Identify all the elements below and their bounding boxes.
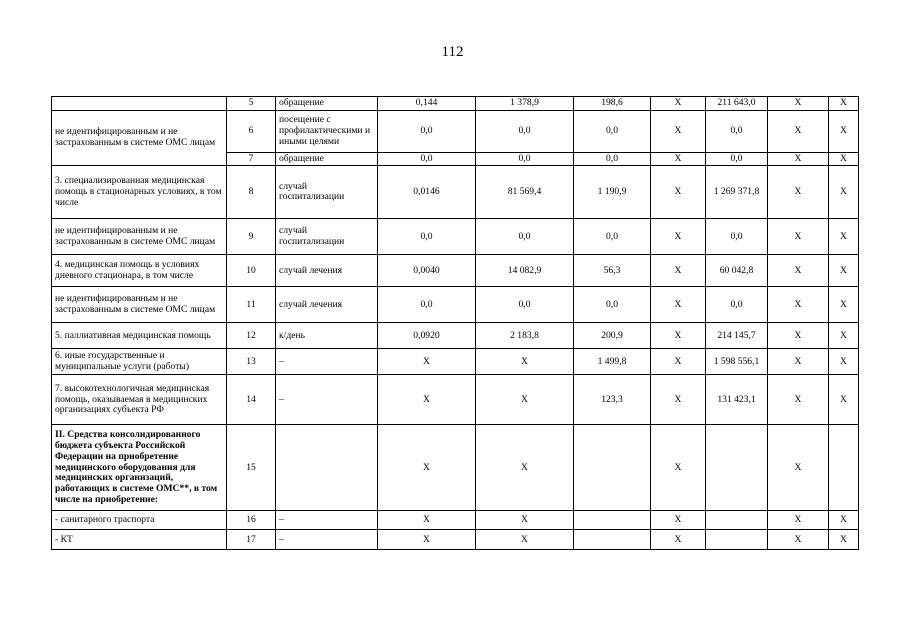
value-cell: 0,0: [476, 287, 574, 323]
table-row: [52, 425, 859, 511]
value-cell: [706, 530, 768, 550]
value-cell: 60 042,8: [706, 255, 768, 287]
value-cell: 214 145,7: [706, 323, 768, 349]
value-cell: 0,0: [378, 287, 476, 323]
value-cell: 0,144: [378, 97, 476, 111]
row-number-cell: 8: [227, 166, 276, 219]
value-cell: 1 190,9: [574, 166, 651, 219]
value-cell: X: [476, 425, 574, 511]
value-cell: X: [768, 375, 829, 425]
value-cell: X: [768, 255, 829, 287]
value-cell: X: [829, 349, 859, 375]
value-cell: X: [378, 425, 476, 511]
row-number-cell: 13: [227, 349, 276, 375]
value-cell: X: [768, 152, 829, 166]
unit-cell: –: [276, 530, 378, 550]
row-name-cell: 5. паллиативная медицинская помощь: [52, 323, 227, 349]
value-cell: X: [829, 219, 859, 255]
value-cell: [706, 511, 768, 530]
row-name-cell: - КТ: [52, 530, 227, 550]
value-cell: X: [829, 511, 859, 530]
value-cell: 0,0040: [378, 255, 476, 287]
value-cell: [574, 511, 651, 530]
value-cell: 211 643,0: [706, 97, 768, 111]
value-cell: X: [768, 511, 829, 530]
row-name-cell: - санитарного траспорта: [52, 511, 227, 530]
table-row: [52, 255, 859, 287]
value-cell: X: [476, 349, 574, 375]
value-cell: X: [378, 530, 476, 550]
value-cell: X: [651, 152, 706, 166]
value-cell: 0,0920: [378, 323, 476, 349]
page-number: 112: [441, 44, 464, 60]
row-number-cell: 9: [227, 219, 276, 255]
value-cell: X: [476, 511, 574, 530]
value-cell: 2 183,8: [476, 323, 574, 349]
table-row: [52, 375, 859, 425]
value-cell: 0,0: [706, 287, 768, 323]
value-cell: 123,3: [574, 375, 651, 425]
unit-cell: обращение: [276, 152, 378, 166]
row-name-cell: 3. специализированная медицинская помощь в стационарных условиях, в том числе: [52, 166, 227, 219]
value-cell: X: [829, 287, 859, 323]
value-cell: 0,0: [378, 219, 476, 255]
value-cell: X: [651, 323, 706, 349]
value-cell: X: [651, 219, 706, 255]
unit-cell: –: [276, 511, 378, 530]
value-cell: X: [768, 323, 829, 349]
row-name-cell: не идентифицированным и не застрахованным в системе ОМС лицам: [52, 110, 227, 166]
unit-cell: случай госпитализации: [276, 219, 378, 255]
value-cell: 81 569,4: [476, 166, 574, 219]
table-row: [52, 219, 859, 255]
value-cell: 198,6: [574, 97, 651, 111]
value-cell: 0,0146: [378, 166, 476, 219]
value-cell: X: [378, 375, 476, 425]
table-row: [52, 97, 859, 111]
value-cell: X: [651, 511, 706, 530]
row-name-cell: 4. медицинская помощь в условиях дневного стационара, в том числе: [52, 255, 227, 287]
table-row: [52, 349, 859, 375]
value-cell: 14 082,9: [476, 255, 574, 287]
value-cell: X: [829, 110, 859, 152]
value-cell: 0,0: [574, 110, 651, 152]
value-cell: 0,0: [574, 152, 651, 166]
row-number-cell: 14: [227, 375, 276, 425]
value-cell: 0,0: [476, 219, 574, 255]
table-row: [52, 287, 859, 323]
row-name-cell: 6. иные государственные и муниципальные услуги (работы): [52, 349, 227, 375]
value-cell: 0,0: [706, 152, 768, 166]
row-number-cell: 10: [227, 255, 276, 287]
value-cell: X: [651, 349, 706, 375]
value-cell: [706, 425, 768, 511]
value-cell: X: [829, 375, 859, 425]
table-row: [52, 166, 859, 219]
table-row: [52, 110, 859, 152]
data-table: [51, 96, 859, 550]
value-cell: 56,3: [574, 255, 651, 287]
value-cell: X: [768, 349, 829, 375]
row-name-cell: [52, 97, 227, 111]
unit-cell: случай госпитализации: [276, 166, 378, 219]
value-cell: X: [476, 530, 574, 550]
row-number-cell: 17: [227, 530, 276, 550]
value-cell: [574, 425, 651, 511]
row-number-cell: 12: [227, 323, 276, 349]
row-number-cell: 15: [227, 425, 276, 511]
value-cell: X: [651, 255, 706, 287]
section-heading-cell: II. Средства консолидированного бюджета субъекта Российской Федерации на приобретение медицинского оборудования для медицинских организаций, работающих в системе ОМС**, в том числе на приобретение:: [52, 425, 227, 511]
row-number-cell: 5: [227, 97, 276, 111]
value-cell: X: [651, 166, 706, 219]
value-cell: [829, 425, 859, 511]
table-row: [52, 511, 859, 530]
value-cell: X: [829, 530, 859, 550]
unit-cell: случай лечения: [276, 255, 378, 287]
value-cell: 200,9: [574, 323, 651, 349]
value-cell: X: [651, 110, 706, 152]
value-cell: X: [768, 166, 829, 219]
value-cell: X: [829, 323, 859, 349]
value-cell: 1 269 371,8: [706, 166, 768, 219]
table-row: [52, 323, 859, 349]
value-cell: 1 499,8: [574, 349, 651, 375]
unit-cell: [276, 425, 378, 511]
value-cell: 0,0: [378, 110, 476, 152]
value-cell: 1 598 556,1: [706, 349, 768, 375]
value-cell: X: [476, 375, 574, 425]
row-name-cell: не идентифицированным и не застрахованным в системе ОМС лицам: [52, 219, 227, 255]
value-cell: [574, 530, 651, 550]
row-name-cell: 7. высокотехнологичная медицинская помощь, оказываемая в медицинских организациях субъекта РФ: [52, 375, 227, 425]
row-number-cell: 16: [227, 511, 276, 530]
unit-cell: –: [276, 375, 378, 425]
value-cell: X: [768, 97, 829, 111]
value-cell: X: [768, 219, 829, 255]
value-cell: X: [651, 425, 706, 511]
value-cell: 1 378,9: [476, 97, 574, 111]
value-cell: X: [378, 349, 476, 375]
value-cell: X: [651, 530, 706, 550]
value-cell: X: [768, 425, 829, 511]
value-cell: 0,0: [476, 152, 574, 166]
value-cell: X: [768, 287, 829, 323]
value-cell: X: [651, 287, 706, 323]
value-cell: 0,0: [378, 152, 476, 166]
row-name-cell: не идентифицированным и не застрахованным в системе ОМС лицам: [52, 287, 227, 323]
value-cell: X: [768, 110, 829, 152]
value-cell: X: [651, 375, 706, 425]
value-cell: X: [829, 97, 859, 111]
value-cell: 0,0: [574, 219, 651, 255]
unit-cell: обращение: [276, 97, 378, 111]
row-number-cell: 6: [227, 110, 276, 152]
value-cell: 0,0: [476, 110, 574, 152]
unit-cell: к/день: [276, 323, 378, 349]
value-cell: 0,0: [706, 219, 768, 255]
value-cell: X: [829, 166, 859, 219]
value-cell: X: [378, 511, 476, 530]
value-cell: X: [829, 255, 859, 287]
value-cell: X: [651, 97, 706, 111]
table-row: [52, 530, 859, 550]
row-number-cell: 11: [227, 287, 276, 323]
value-cell: 0,0: [706, 110, 768, 152]
unit-cell: случай лечения: [276, 287, 378, 323]
value-cell: 131 423,1: [706, 375, 768, 425]
value-cell: X: [768, 530, 829, 550]
unit-cell: посещение с профилактическими и иными целями: [276, 110, 378, 152]
row-number-cell: 7: [227, 152, 276, 166]
value-cell: X: [829, 152, 859, 166]
value-cell: 0,0: [574, 287, 651, 323]
unit-cell: –: [276, 349, 378, 375]
